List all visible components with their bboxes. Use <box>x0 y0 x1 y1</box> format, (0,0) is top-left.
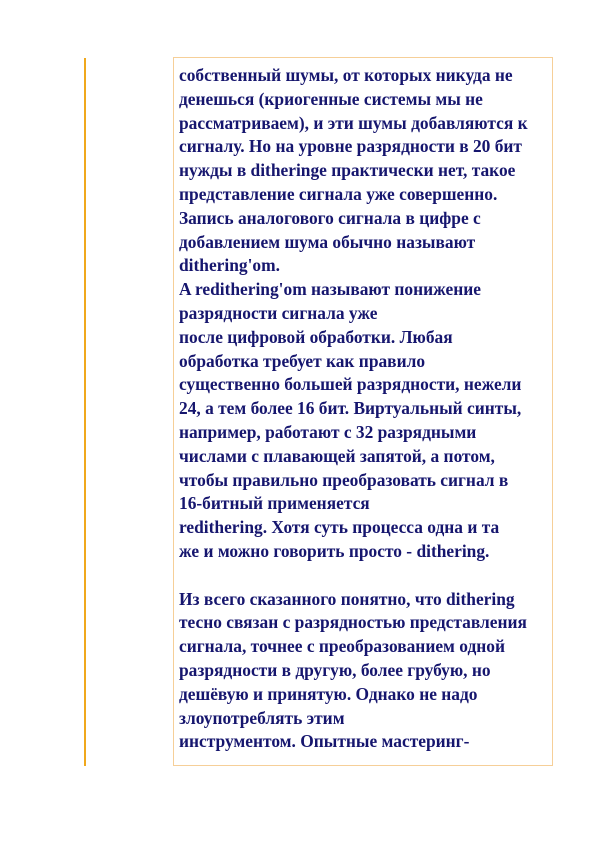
text-line: разрядности в другую, более грубую, но <box>179 659 491 680</box>
text-line: существенно большей разрядности, нежели <box>179 374 522 395</box>
text-line: собственный шумы, от которых никуда не <box>179 65 513 85</box>
text-line: 16-битный применяется <box>179 493 370 514</box>
text-line: же и можно говорить просто - dithering. <box>179 540 490 561</box>
text-line: например, работают с 32 разрядными <box>179 421 477 442</box>
text-line: обработка требует как правило <box>179 350 426 371</box>
text-line: рассматриваем), и эти шумы добавляются к <box>179 112 528 133</box>
text-line: A redithering'om называют понижение <box>179 279 481 300</box>
text-line: дешёвую и принятую. Однако не надо <box>179 683 478 704</box>
paragraph-gap <box>179 564 551 588</box>
text-line: добавлением шума обычно называют <box>179 231 476 252</box>
text-line: сигналу. Но на уровне разрядности в 20 бит <box>179 136 522 157</box>
text-line: dithering'om. <box>179 255 280 276</box>
text-line: Запись аналогового сигнала в цифре с <box>179 207 481 228</box>
text-line: после цифровой обработки. Любая <box>179 326 453 347</box>
margin-rule <box>84 58 86 766</box>
text-line: числами с плавающей запятой, а потом, <box>179 445 495 466</box>
text-line: чтобы правильно преобразовать сигнал в <box>179 469 509 490</box>
text-line: разрядности сигнала уже <box>179 302 378 323</box>
text-line: сигнала, точнее с преобразованием одной <box>179 636 505 657</box>
text-line: инструментом. Опытные мастеринг- <box>179 731 470 752</box>
text-line: 24, а тем более 16 бит. Виртуальный синты, <box>179 398 522 419</box>
text-line: тесно связан с разрядностью представления <box>179 612 527 633</box>
paragraph-2 <box>179 588 551 755</box>
paragraph-1 <box>179 64 551 564</box>
text-line: злоупотреблять этим <box>179 707 345 728</box>
text-body <box>179 64 551 754</box>
text-frame <box>173 57 553 766</box>
text-line: денешься (криогенные системы мы не <box>179 88 483 109</box>
text-line: нужды в ditheringe практически нет, такое <box>179 160 516 181</box>
text-line: Из всего сказанного понятно, что dithering <box>179 588 515 609</box>
text-line: redithering. Хотя суть процесса одна и та <box>179 517 500 538</box>
text-line: представление сигнала уже совершенно. <box>179 183 498 204</box>
